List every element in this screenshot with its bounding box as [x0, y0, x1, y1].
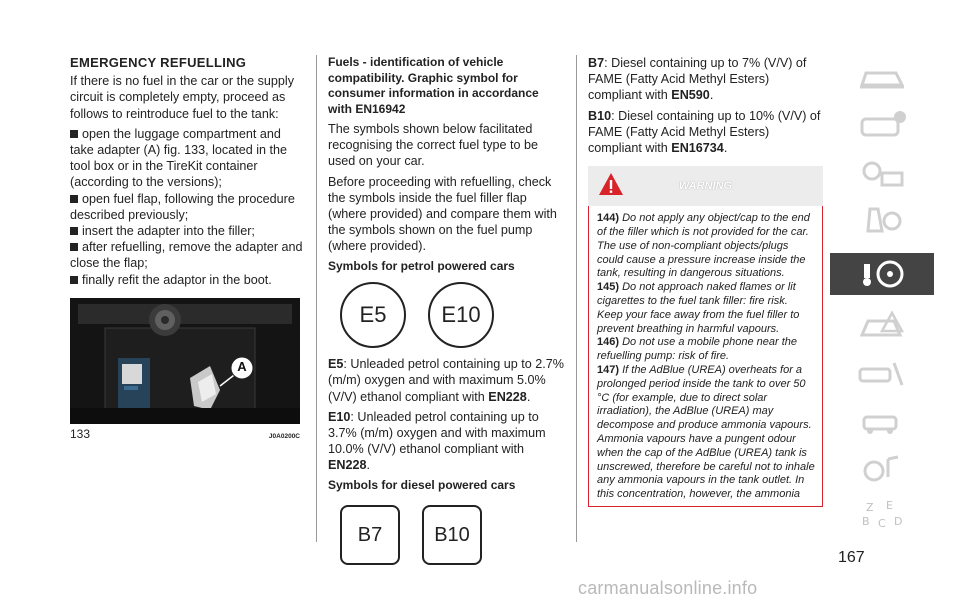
figure-callout-label: A: [237, 358, 247, 374]
warning-item: 146) Do not use a mobile phone near the refuelling pump: risk of fire.: [597, 336, 797, 363]
technical-data-icon: [856, 405, 908, 437]
tab-safety[interactable]: [830, 200, 934, 242]
maintenance-icon: [856, 357, 908, 389]
luggage-compartment-illustration: [70, 298, 300, 424]
svg-text:B: B: [862, 515, 870, 528]
paragraph: Before proceeding with refuelling, check the symbols inside the fuel filler flap (where provided) and compare them with the symbols shown on the fuel pump (where provided).: [328, 174, 557, 254]
column-divider: [316, 55, 317, 542]
bullet-icon: [70, 227, 78, 235]
steps-list: [70, 126, 305, 288]
column-diesel-warnings: [588, 55, 823, 507]
tab-starting-driving[interactable]: [830, 253, 934, 295]
figure-number: 133: [70, 426, 91, 441]
paragraph: The symbols shown below facilitated recognising the correct fuel type to be used on your car.: [328, 122, 539, 169]
list-item: open fuel flap, following the procedure described previously;: [70, 191, 295, 222]
section-title: EMERGENCY REFUELLING: [70, 55, 247, 70]
diesel-heading: Symbols for diesel powered cars: [328, 477, 516, 492]
list-item: finally refit the adaptor in the boot.: [70, 272, 305, 288]
e5-symbol: E5: [340, 282, 406, 348]
e10-description: E10: Unleaded petrol containing up to 3.7% (m/m) oxygen and with maximum 10.0% (V/V) ethanol compliant with EN228.: [328, 409, 546, 473]
car-dashboard-icon: [856, 61, 908, 93]
figure-133-photo: [70, 298, 300, 424]
svg-text:E: E: [886, 499, 893, 512]
tab-dashboard[interactable]: [830, 56, 934, 98]
multimedia-icon: [856, 453, 908, 485]
intro-paragraph: If there is no fuel in the car or the supply circuit is completely empty, proceed as follows to reintroduce fuel to the tank:: [70, 74, 295, 121]
section-heading: Fuels - identification of vehicle compatibility. Graphic symbol for consumer information in accordance with EN16942: [328, 55, 539, 116]
car-info-icon: [856, 109, 908, 141]
tab-technical-data[interactable]: [830, 400, 934, 442]
petrol-heading: Symbols for petrol powered cars: [328, 258, 515, 273]
column-divider: [576, 55, 577, 542]
tab-warning-lights[interactable]: [830, 152, 934, 194]
svg-text:C: C: [878, 517, 886, 530]
b7-symbol: B7: [340, 505, 400, 565]
bullet-icon: [70, 276, 78, 284]
page-number: 167: [838, 549, 865, 566]
figure-code: J0A0200C: [268, 432, 300, 440]
bullet-icon: [70, 195, 78, 203]
figure-caption: [70, 426, 300, 445]
safety-seat-icon: [856, 205, 908, 237]
warning-item: 144) Do not apply any object/cap to the end of the filler which is not provided for the car. The use of non-compliant objects/plugs could cause a pressure increase inside the tank, resulting in dangerous situations.: [597, 212, 810, 280]
column-fuel-identification: [328, 55, 565, 573]
diesel-symbols: [340, 505, 565, 565]
watermark: carmanualsonline.info: [578, 578, 758, 598]
list-item: after refuelling, remove the adapter and close the flap;: [70, 240, 303, 271]
tab-emergency[interactable]: [830, 304, 934, 346]
warning-lights-icon: [856, 157, 908, 189]
tab-getting-to-know[interactable]: [830, 104, 934, 146]
svg-text:Z: Z: [866, 501, 874, 514]
starting-driving-icon: [856, 258, 908, 290]
b10-symbol: B10: [422, 505, 482, 565]
list-item: insert the adapter into the filler;: [70, 223, 305, 239]
petrol-symbols: [340, 282, 565, 348]
b7-description: B7: Diesel containing up to 7% (V/V) of FAME (Fatty Acid Methyl Esters) compliant with EN590.: [588, 56, 807, 103]
warning-box: [588, 206, 823, 507]
index-icon: [856, 497, 908, 537]
svg-text:D: D: [894, 515, 903, 528]
tab-multimedia[interactable]: [830, 448, 934, 490]
e5-description: E5: Unleaded petrol containing up to 2.7% (m/m) oxygen and with maximum 5.0% (V/V) ethanol compliant with EN228.: [328, 357, 564, 404]
tab-index[interactable]: [830, 496, 934, 538]
b10-description: B10: Diesel containing up to 10% (V/V) of FAME (Fatty Acid Methyl Esters) compliant with EN16734.: [588, 108, 821, 156]
emergency-icon: [856, 309, 908, 341]
e10-symbol: E10: [428, 282, 494, 348]
warning-item: 147) If the AdBlue (UREA) overheats for a prolonged period inside the tank to over 50 °C (for example, due to direct solar irradiation), the AdBlue (UREA) may decompose and produce ammonia vapours. Ammonia vapours have a pungent odour when the cap of the AdBlue (UREA) tank is unscrewed, therefore be careful not to inhale any ammonia vapours in the tank outlet. In this concentration, however, the ammonia: [597, 363, 815, 501]
warning-title: WARNING: [678, 180, 733, 193]
bullet-icon: [70, 243, 78, 251]
tab-maintenance[interactable]: [830, 352, 934, 394]
warning-header: [588, 166, 823, 206]
column-emergency-refuelling: [70, 55, 305, 445]
bullet-icon: [70, 130, 78, 138]
list-item: open the luggage compartment and take adapter (A) fig. 133, located in the tool box or in the TireKit container (according to the versions);: [70, 126, 288, 190]
warning-item: 145) Do not approach naked flames or lit cigarettes to the fuel tank filler: fire risk. Keep your face away from the fuel filler to prevent breathing in harmful vapours.: [597, 281, 800, 335]
